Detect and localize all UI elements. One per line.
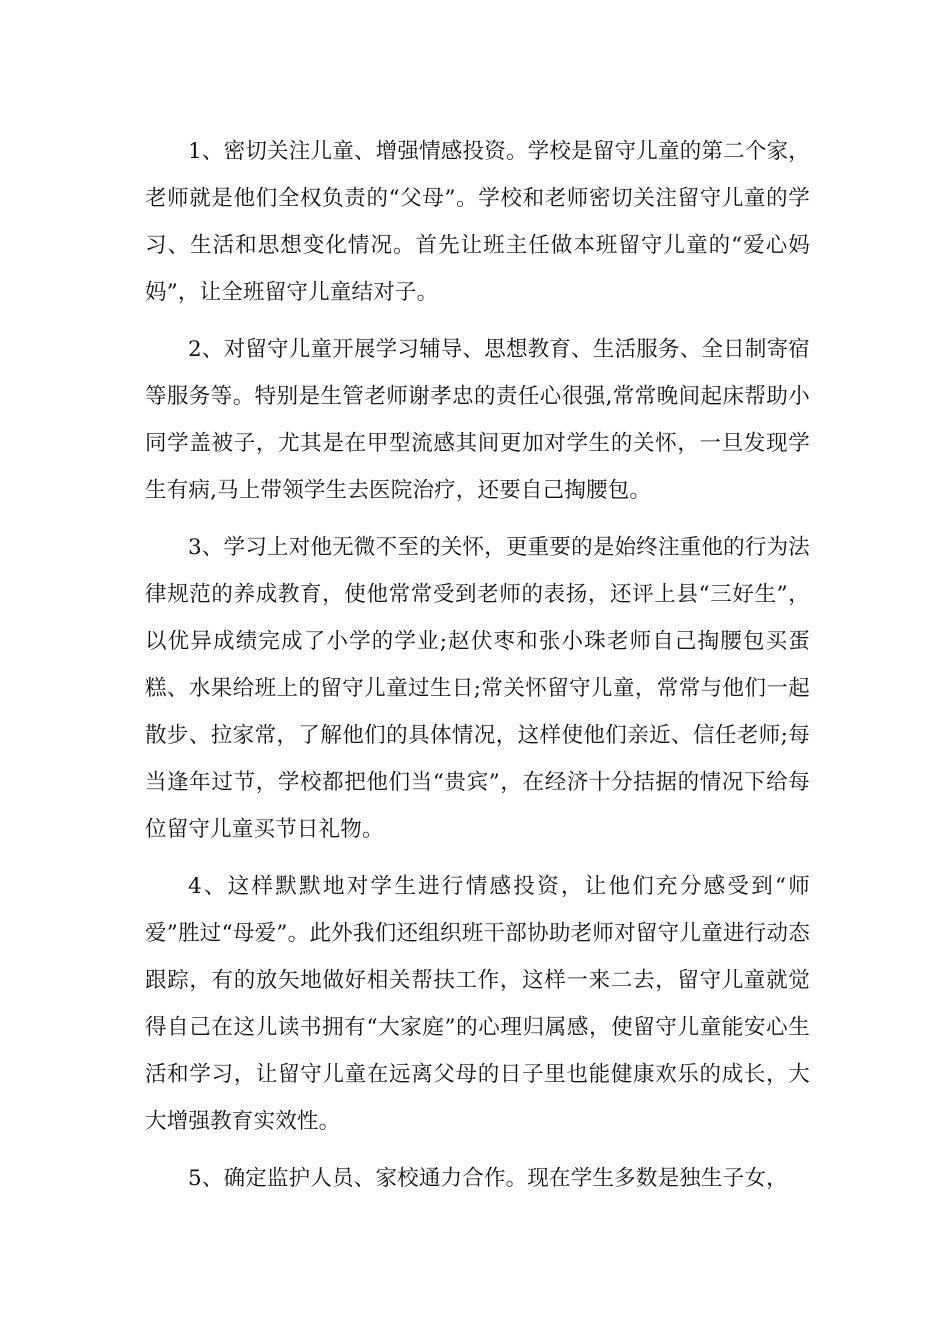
paragraph-2: 2、对留守儿童开展学习辅导、思想教育、生活服务、全日制寄宿等服务等。特别是生管老师谢孝忠的责任心很强,常常晚间起床帮助小同学盖被子，尤其是在甲型流感其间更加对学生的关怀，一旦发现学生有病,马上带领学生去医院治疗，还要自己掏腰包。 [145,337,810,503]
paragraph-3: 3、学习上对他无微不至的关怀，更重要的是始终注重他的行为法律规范的养成教育，使他常常受到老师的表扬，还评上县“三好生”，以优异成绩完成了小学的学业;赵伏枣和张小珠老师自己掏腰包买蛋糕、水果给班上的留守儿童过生日;常关怀留守儿童，常常与他们一起散步、拉家常，了解他们的具体情况，这样使他们亲近、信任老师;每当逢年过节，学校都把他们当“贵宾”，在经济十分拮据的情况下给每位留守儿童买节日礼物。 [145,535,810,842]
paragraph-5: 5、确定监护人员、家校通力合作。现在学生多数是独生子女， [188,1166,788,1191]
paragraph-1: 1、密切关注儿童、增强情感投资。学校是留守儿童的第二个家，老师就是他们全权负责的“父母”。学校和老师密切关注留守儿童的学习、生活和思想变化情况。首先让班主任做本班留守儿童的“爱心妈妈”，让全班留守儿童结对子。 [145,139,810,305]
paragraph-4: 4、这样默默地对学生进行情感投资，让他们充分感受到“师爱”胜过“母爱”。此外我们还组织班干部协助老师对留守儿童进行动态跟踪，有的放矢地做好相关帮扶工作，这样一来二去，留守儿童就觉得自己在这儿读书拥有“大家庭”的心理归属感，使留守儿童能安心生活和学习，让留守儿童在远离父母的日子里也能健康欢乐的成长，大大增强教育实效性。 [145,874,810,1134]
document-body [145,128,810,1212]
